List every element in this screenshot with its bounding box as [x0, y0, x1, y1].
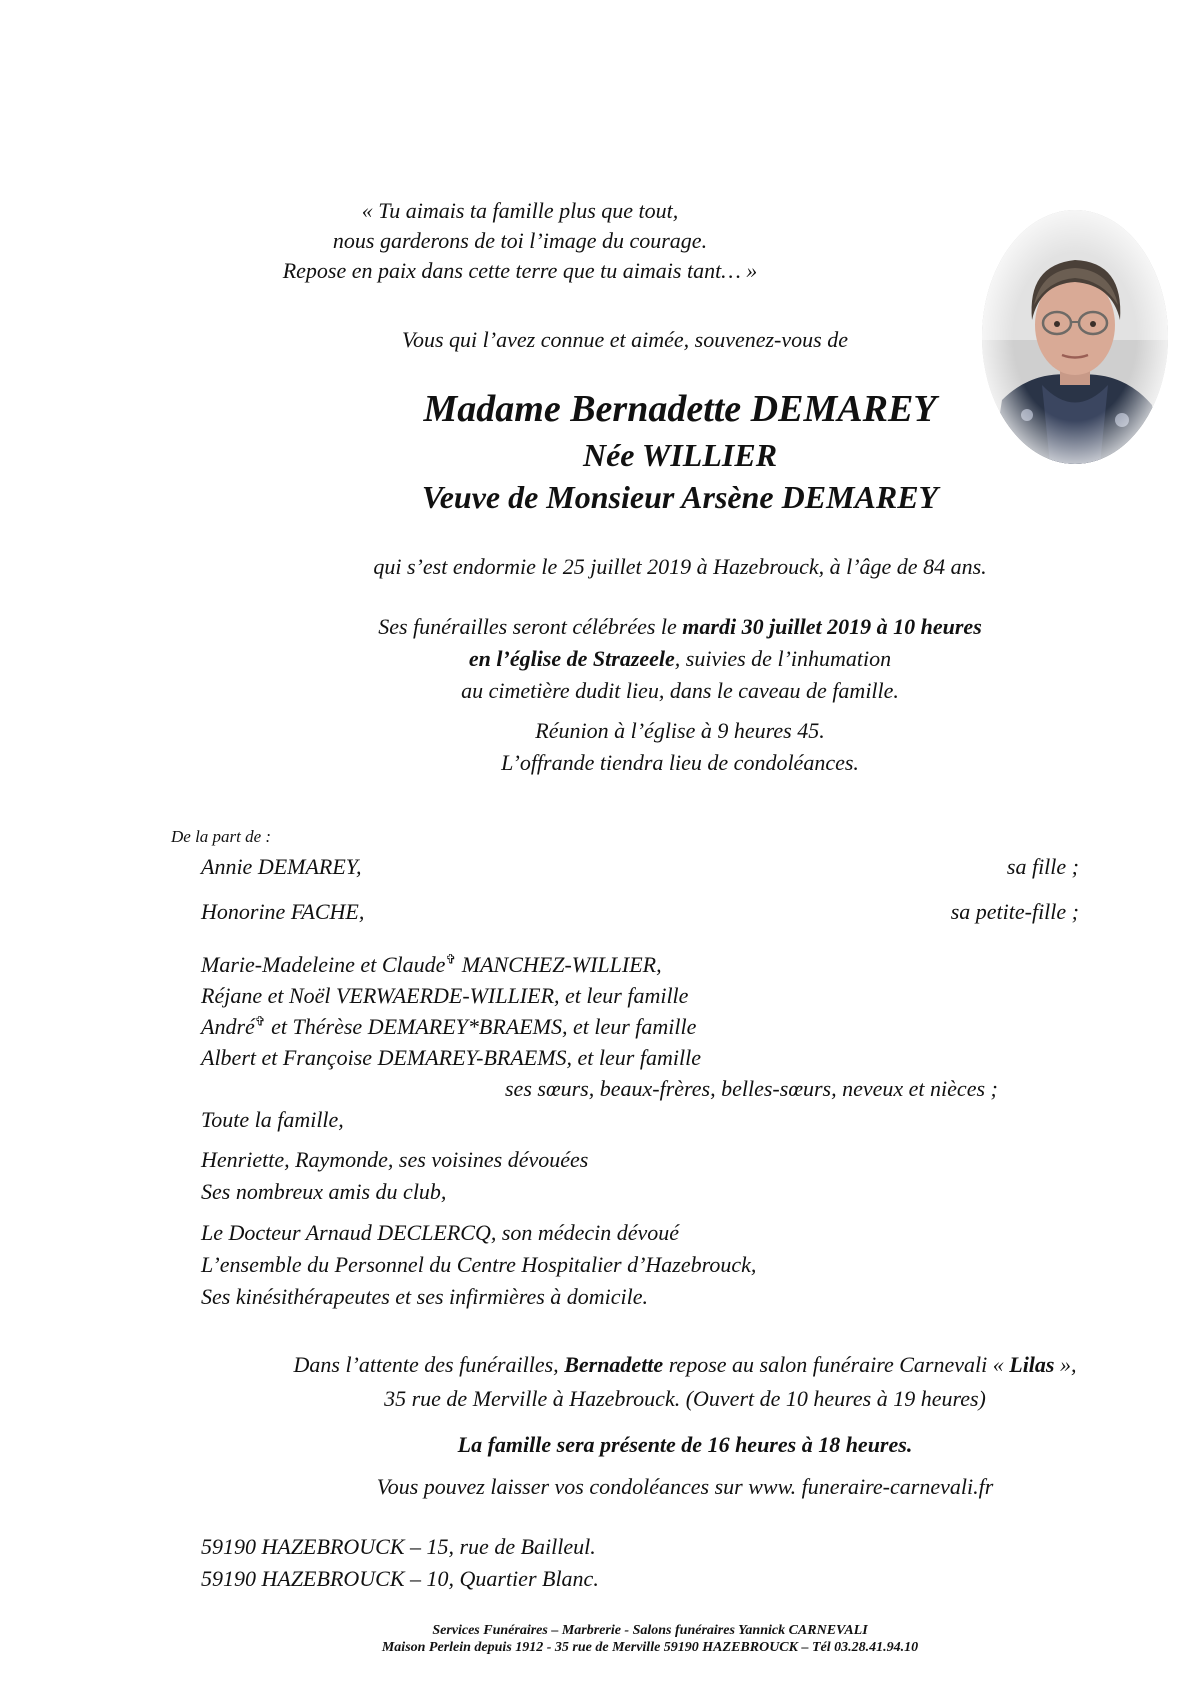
medical-line: L’ensemble du Personnel du Centre Hospitalier d’Hazebrouck,	[201, 1252, 757, 1277]
funeral-text: Ses funérailles seront célébrées le	[378, 614, 683, 639]
siblings-relation: ses sœurs, beaux-frères, belles-sœurs, neveux et nièces ;	[505, 1076, 998, 1101]
family-row-honorine	[201, 897, 1079, 927]
medical-line: Ses kinésithérapeutes et ses infirmières à domicile.	[201, 1284, 649, 1309]
quote-line: « Tu aimais ta famille plus que tout,	[361, 198, 679, 223]
address-line: 59190 HAZEBROUCK – 10, Quartier Blanc.	[201, 1566, 599, 1591]
medical-block	[201, 1218, 756, 1314]
quote-line: Repose en paix dans cette terre que tu aimais tant… »	[282, 258, 758, 283]
funeral-info	[270, 612, 1090, 708]
sibling-name: MANCHEZ-WILLIER,	[456, 952, 662, 977]
portrait-photo	[982, 210, 1168, 464]
friends-line: Henriette, Raymonde, ses voisines dévouées	[201, 1147, 589, 1172]
sibling-line: Réjane et Noël VERWAERDE-WILLIER, et leur famille	[201, 983, 689, 1008]
deceased-birth-name: Née WILLIER	[582, 437, 778, 473]
funeral-text: , suivies de l’inhumation	[674, 646, 892, 671]
portrait-illustration	[982, 210, 1168, 464]
funeral-church: en l’église de Strazeele	[468, 646, 675, 671]
salon-line-1	[160, 1350, 1194, 1384]
funeral-date: mardi 30 juillet 2019 à 10 heures	[682, 614, 982, 639]
family-name: Honorine FACHE,	[201, 899, 365, 924]
salon-text: Dans l’attente des funérailles,	[293, 1352, 565, 1377]
addresses-block	[201, 1532, 599, 1596]
salon-firstname: Bernadette	[564, 1352, 664, 1377]
meeting-line: L’offrande tiendra lieu de condoléances.	[501, 750, 859, 775]
salon-room: Lilas	[1009, 1352, 1055, 1377]
address-line: 59190 HAZEBROUCK – 15, rue de Bailleul.	[201, 1534, 596, 1559]
footer-line: Services Funéraires – Marbrerie - Salons funéraires Yannick CARNEVALI	[432, 1623, 868, 1638]
cross-icon: ✞	[445, 951, 457, 967]
funeral-line-3: au cimetière dudit lieu, dans le caveau de famille.	[461, 678, 899, 703]
friends-block	[201, 1145, 588, 1209]
quote-line: nous garderons de toi l’image du courage.	[332, 228, 708, 253]
family-row-annie	[201, 852, 1079, 882]
sibling-name: Marie-Madeleine et Claude	[201, 952, 446, 977]
family-relation: sa fille ;	[1006, 854, 1079, 879]
from-label: De la part de :	[171, 827, 272, 846]
salon-text: »,	[1054, 1352, 1077, 1377]
death-notice: qui s’est endormie le 25 juillet 2019 à Hazebrouck, à l’âge de 84 ans.	[373, 554, 987, 579]
intro-text: Vous qui l’avez connue et aimée, souvenez-vous de	[402, 327, 848, 352]
sibling-name: André	[201, 1014, 255, 1039]
salon-line-2: 35 rue de Merville à Hazebrouck. (Ouvert de 10 heures à 19 heures)	[384, 1386, 986, 1411]
medical-line: Le Docteur Arnaud DECLERCQ, son médecin dévoué	[201, 1220, 680, 1245]
siblings-block	[201, 950, 998, 1136]
footer	[200, 1622, 1100, 1656]
meeting-line: Réunion à l’église à 9 heures 45.	[535, 718, 825, 743]
sibling-name: et Thérèse DEMAREY*BRAEMS, et leur famille	[265, 1014, 697, 1039]
sibling-line: Albert et Françoise DEMAREY-BRAEMS, et leur famille	[201, 1045, 701, 1070]
friends-line: Ses nombreux amis du club,	[201, 1179, 447, 1204]
deceased-title	[330, 385, 1030, 519]
sibling-line	[201, 950, 998, 981]
funeral-line-1	[270, 612, 1090, 644]
deceased-name: Madame Bernadette DEMAREY	[423, 388, 937, 430]
salon-info	[160, 1350, 1194, 1418]
deceased-widow: Veuve de Monsieur Arsène DEMAREY	[421, 479, 939, 515]
all-family: Toute la famille,	[201, 1107, 344, 1132]
family-name: Annie DEMAREY,	[201, 854, 362, 879]
condolences-website: Vous pouvez laisser vos condoléances sur www. funeraire-carnevali.fr	[376, 1474, 994, 1499]
family-relation: sa petite-fille ;	[950, 899, 1079, 924]
sibling-line	[201, 1012, 998, 1043]
salon-text: repose au salon funéraire Carnevali «	[663, 1352, 1010, 1377]
family-presence: La famille sera présente de 16 heures à 18 heures.	[457, 1432, 913, 1457]
cross-icon: ✞	[254, 1013, 266, 1029]
quote-block	[200, 196, 840, 286]
meeting-info	[270, 716, 1090, 780]
footer-line: Maison Perlein depuis 1912 - 35 rue de Merville 59190 HAZEBROUCK – Tél 03.28.41.94.10	[381, 1640, 919, 1655]
funeral-line-2	[270, 644, 1090, 676]
